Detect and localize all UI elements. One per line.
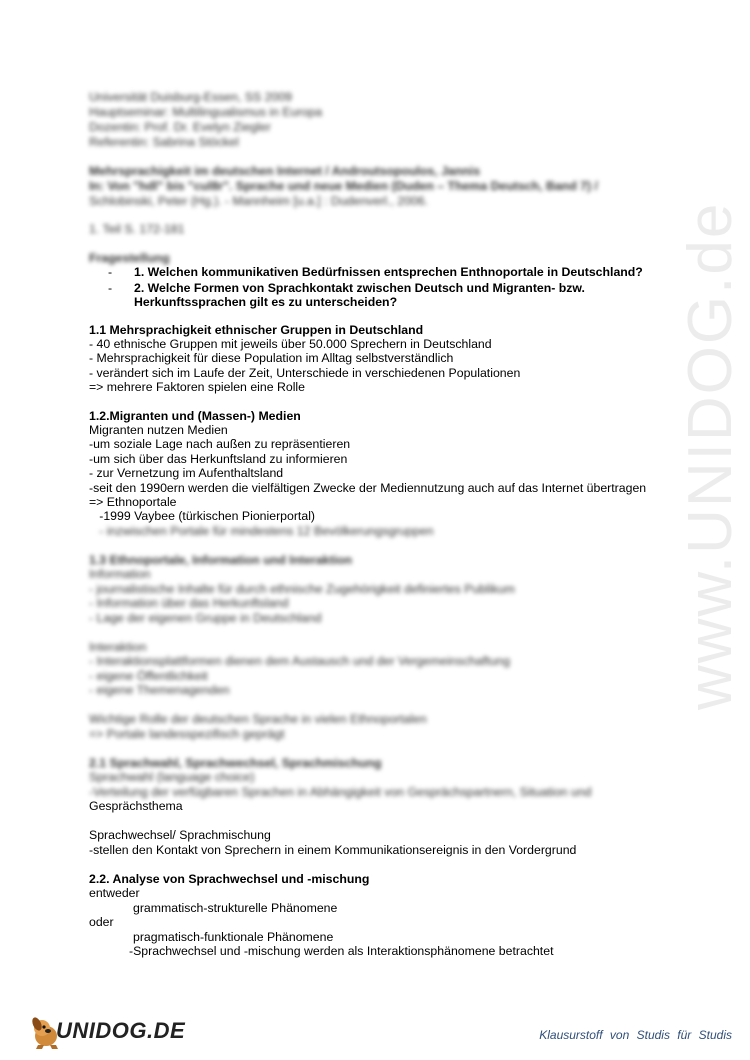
text-line: - Information über das Herkunftsland (89, 596, 289, 610)
bullet-dash: - (108, 265, 113, 279)
source-title: Mehrsprachigkeit im deutschen Internet / Androutsopoulos, Jannis (89, 164, 481, 178)
text-line: - eigene Themenagenden (89, 683, 230, 697)
text-line: -Sprachwechsel und -mischung werden als Interaktionsphänomene betrachtet (129, 944, 554, 958)
section-heading: 1.2.Migranten und (Massen-) Medien (89, 409, 301, 423)
text-line: - Lage der eigenen Gruppe in Deutschland (89, 611, 322, 625)
text-line: - 40 ethnische Gruppen mit jeweils über 50.000 Sprechern in Deutschland (89, 337, 492, 351)
text-line: - verändert sich im Laufe der Zeit, Unterschiede in verschiedenen Populationen (89, 366, 521, 380)
sub-heading: Sprachwechsel/ Sprachmischung (89, 828, 271, 842)
source-title-2: In: Von "hdl" bis "cul8r". Sprache und neue Medien (Duden – Thema Deutsch, Band 7) / (89, 179, 598, 193)
text-line: grammatisch-strukturelle Phänomene (133, 901, 338, 915)
text-line: => Ethnoportale (89, 495, 177, 509)
text-line: oder (89, 915, 114, 929)
text-line: => mehrere Faktoren spielen eine Rolle (89, 380, 306, 394)
text-line: - zur Vernetzung im Aufenthaltsland (89, 466, 284, 480)
logo-text: UNIDOG.DE (56, 1018, 186, 1043)
text-line: - journalistische Inhalte für durch ethnische Zugehörigkeit definiertes Publikum (89, 582, 515, 596)
question-text: 1. Welchen kommunikativen Bedürfnissen entsprechen Enthnoportale in Deutschland? (134, 265, 643, 279)
footer-slogan: Klausurstoff von Studis für Studis (539, 1028, 732, 1042)
text-line: entweder (89, 886, 140, 900)
watermark: www.UNIDOG.de (676, 201, 745, 710)
header-line: Hauptseminar: Multilingualismus in Europa (89, 105, 323, 119)
text-line: -um soziale Lage nach außen zu repräsentieren (89, 437, 351, 451)
text-line: Migranten nutzen Medien (89, 423, 228, 437)
text-line: -1999 Vaybee (türkischen Pionierportal) (89, 509, 316, 523)
source-pages: 1. Teil S. 172-181 (89, 222, 185, 236)
section-heading: 1.3 Ethnoportale, Information und Interaktion (89, 553, 353, 567)
text-line: - inzwischen Portale für mindestens 12 Bevölkerungsgruppen (89, 524, 434, 538)
text-line: pragmatisch-funktionale Phänomene (133, 930, 334, 944)
question-text: 2. Welche Formen von Sprachkontakt zwischen Deutsch und Migranten- bzw. (134, 281, 585, 295)
text-line: Interaktion (89, 640, 147, 654)
source-editor: Schlobinski, Peter (Hg.). - Mannheim [u.a.] : Dudenverl., 2006. (89, 194, 429, 208)
fragestellung-heading: Fragestellung (89, 251, 170, 265)
text-line: -um sich über das Herkunftsland zu informieren (89, 452, 348, 466)
header-line: Universität Duisburg-Essen, SS 2009 (89, 90, 292, 104)
unidog-logo (28, 1010, 186, 1050)
header-line: Dozentin: Prof. Dr. Evelyn Ziegler (89, 120, 271, 134)
text-line: -Verteilung der verfügbaren Sprachen in Abhängigkeit von Gesprächspartnern, Situation und (89, 785, 592, 799)
text-line: Sprachwahl (language choice) (89, 770, 255, 784)
text-line: => Portale landesspezifisch geprägt (89, 727, 285, 741)
text-line: - eigene Öffentlichkeit (89, 669, 208, 683)
text-line: -stellen den Kontakt von Sprechern in einem Kommunikationsereignis in den Vordergrund (89, 843, 577, 857)
section-heading: 2.1 Sprachwahl, Sprachwechsel, Sprachmischung (89, 756, 382, 770)
question-text: Herkunftssprachen gilt es zu unterscheiden? (134, 295, 398, 309)
bullet-dash: - (108, 281, 113, 295)
text-line: Gesprächsthema (89, 799, 183, 813)
text-line: - Mehrsprachigkeit für diese Population im Alltag selbstverständlich (89, 351, 454, 365)
section-heading: 1.1 Mehrsprachigkeit ethnischer Gruppen in Deutschland (89, 323, 424, 337)
text-line: Wichtige Rolle der deutschen Sprache in vielen Ethnoportalen (89, 712, 427, 726)
text-line: Information (89, 567, 151, 581)
text-line: -seit den 1990ern werden die vielfältigen Zwecke der Mediennutzung auch auf das Internet übertragen (89, 481, 647, 495)
text-line: - Interaktionsplattformen dienen dem Austausch und der Vergemeinschaftung (89, 654, 511, 668)
section-heading: 2.2. Analyse von Sprachwechsel und -mischung (89, 872, 370, 886)
header-line: Referentin: Sabrina Stöckel (89, 135, 239, 149)
